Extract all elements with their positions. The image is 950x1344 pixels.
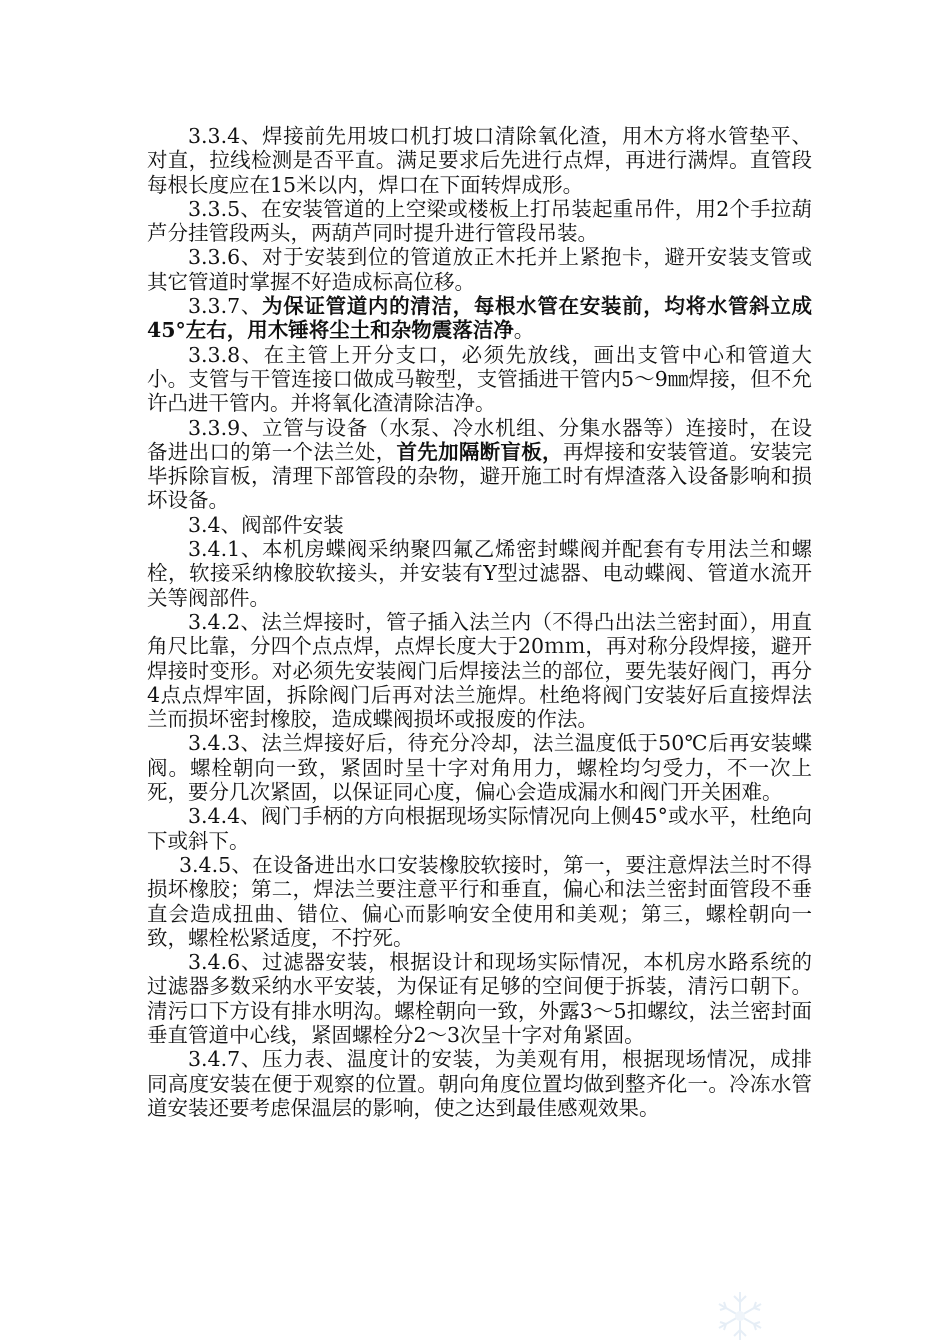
document-body: [147, 124, 812, 1120]
paragraph: [147, 294, 812, 343]
bold-text: 首先加隔断盲板，: [396, 439, 563, 464]
text-run: 3.3.4、焊接前先用坡口机打坡口清除氧化渣，用木方将水管垫平、对直，拉线检测是否平直。满足要求后先进行点焊，再进行满焊。直管段每根长度应在15米以内，焊口在下面转焊成形。: [147, 124, 812, 197]
section-heading: [147, 513, 812, 537]
paragraph: [147, 343, 812, 416]
text-run: 3.3.8、在主管上开分支口，必须先放线，画出支管中心和管道大小。支管与干管连接口做成马鞍型，支管插进干管内5～9㎜焊接，但不允许凸进干管内。并将氧化渣清除洁净。: [147, 342, 812, 416]
paragraph: [147, 197, 812, 246]
paragraph: [147, 245, 812, 294]
text-run: 3.4.4、阀门手柄的方向根据现场实际情况向上侧45°或水平，杜绝向下或斜下。: [147, 804, 812, 853]
text-run: 再焊接和安装管道。安装完毕拆除盲板，清理下部管段的杂物，避开施工时有焊渣落入设备影响和损坏设备。: [147, 439, 813, 513]
text-run: 3.4.2、法兰焊接时，管子插入法兰内（不得凸出法兰密封面），用直角尺比靠，分四个点点焊，点焊长度大于20ｍｍ，再对称分段焊接，避开焊接时变形。对必须先安装阀门后焊接法兰的部位，要先装好阀门，再分4点点焊牢固，拆除阀门后再对法兰施焊。杜绝将阀门安装好后直接焊法兰而损坏密封橡胶，造成蝶阀损坏或报废的作法。: [147, 609, 812, 732]
paragraph: [147, 610, 812, 731]
text-run: 3.4.5、在设备进出水口安装橡胶软接时，第一，要注意焊法兰时不得损坏橡胶；第二，焊法兰要注意平行和垂直，偏心和法兰密封面管段不垂直会造成扭曲、错位、偏心而影响安全使用和美观；第三，螺栓朝向一致，螺栓松紧适度，不拧死。: [147, 852, 812, 950]
text-run: 3.4.1、本机房蝶阀采纳聚四氟乙烯密封蝶阀并配套有专用法兰和螺栓，软接采纳橡胶软接头，并安装有Y型过滤器、电动蝶阀、管道水流开关等阀部件。: [147, 537, 812, 610]
text-run: 3.3.5、在安装管道的上空梁或楼板上打吊装起重吊件，用2个手拉葫芦分挂管段两头，两葫芦同时提升进行管段吊装。: [147, 196, 812, 246]
text-run: 3.4、阀部件安装: [188, 512, 344, 537]
snowflake-watermark-icon: [708, 1288, 772, 1344]
bold-text: 为保证管道内的清洁，每根水管在安装前，均将水管斜立成45°左右，用木锤将尘土和杂物震落洁净: [147, 294, 813, 343]
text-run: 3.3.9、立管与设备（水泵、冷水机组、分集水器等）连接时，在设备进出口的第一个法兰处，: [147, 415, 812, 464]
text-run: 。: [513, 318, 535, 343]
paragraph: [147, 1047, 812, 1120]
paragraph: [147, 853, 812, 950]
text-run: 3.3.6、对于安装到位的管道放正木托并上紧抱卡，避开安装支管或其它管道时掌握不好造成标高位移。: [147, 245, 812, 294]
paragraph: [147, 804, 812, 853]
text-run: 3.4.6、过滤器安装，根据设计和现场实际情况，本机房水路系统的过滤器多数采纳水平安装，为保证有足够的空间便于拆装，清污口朝下。清污口下方设有排水明沟。螺栓朝向一致，外露3～5扣螺纹，法兰密封面垂直管道中心线，紧固螺栓分2～3次呈十字对角紧固。: [147, 950, 812, 1047]
paragraph: [147, 950, 812, 1047]
text-run: 3.4.7、压力表、温度计的安装，为美观有用，根据现场情况，成排同高度安装在便于观察的位置。朝向角度位置均做到整齐化一。冷冻水管道安装还要考虑保温层的影响，使之达到最佳感观效果。: [147, 1047, 812, 1120]
text-run: 3.3.7、: [188, 294, 263, 319]
paragraph: [147, 731, 812, 804]
paragraph: [147, 124, 812, 197]
paragraph: [147, 537, 812, 610]
paragraph: [147, 416, 812, 513]
text-run: 3.4.3、法兰焊接好后，待充分冷却，法兰温度低于50℃后再安装蝶阀。螺栓朝向一致，紧固时呈十字对角用力，螺栓均匀受力，不一次上死，要分几次紧固，以保证同心度，偏心会造成漏水和阀门开关困难。: [147, 731, 812, 805]
